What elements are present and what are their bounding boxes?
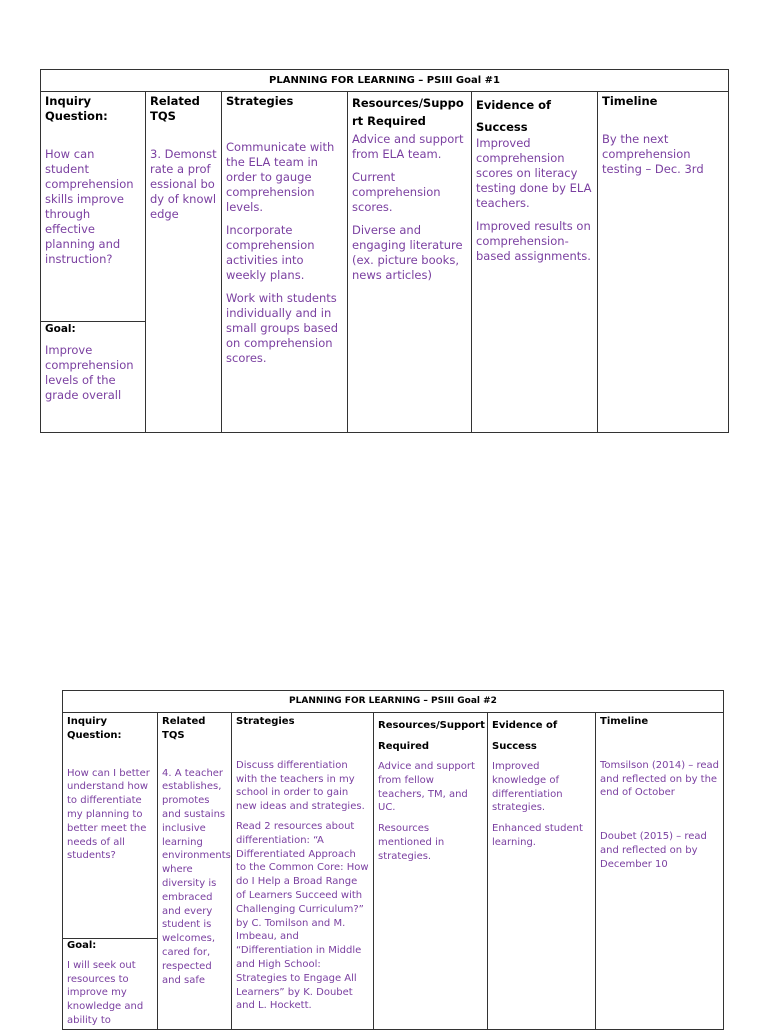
tqs-text: 4. A teacher establishes, promotes and sustains inclusive learning environments where diversity is embraced and every student is welcomes, cared for, respected and safe xyxy=(162,767,231,986)
inquiry-header: Inquiry Question: xyxy=(45,94,108,123)
strategies-column xyxy=(221,92,347,432)
strategies-column xyxy=(231,713,373,1029)
resource-item: Diverse and engaging literature (ex. picture books, news articles) xyxy=(352,223,463,282)
goal-cell xyxy=(41,322,145,403)
evidence-item: Improved results on comprehension-based assignments. xyxy=(476,219,591,263)
timeline-column xyxy=(595,713,723,1029)
strategy-item: Work with students individually and in small groups based on comprehension scores. xyxy=(226,291,339,365)
inquiry-question-text: How can student comprehension skills improve through effective planning and instruction? xyxy=(45,147,134,266)
planning-table-goal-2 xyxy=(62,690,724,1030)
strategy-item: Communicate with the ELA team in order to gauge comprehension levels. xyxy=(226,140,335,214)
evidence-column xyxy=(487,713,595,1029)
timeline-column xyxy=(597,92,728,432)
resource-item: Current comprehension scores. xyxy=(352,170,441,214)
strategy-item: Discuss differentiation with the teachers in my school in order to gain new ideas and strategies. xyxy=(236,759,365,813)
goal-text: I will seek out resources to improve my knowledge and ability to xyxy=(67,959,144,1026)
goal-label: Goal: xyxy=(67,940,97,951)
goal-label: Goal: xyxy=(45,323,76,335)
tqs-text: 3. Demonstrate a professional body of knowledge xyxy=(150,147,217,221)
inquiry-question-text: How can I better understand how to differentiate my planning to better meet the needs of all students? xyxy=(67,767,150,862)
strategy-item: Read 2 resources about differentiation: “A Differentiated Approach to the Common Core: How do I Help a Broad Range of Learners Succeed with Challenging Curriculum?” by C. Tomilson and M. Imbeau, and “Differentiation in Middle and High School: Strategies to Engage All Learners” by K. Doubet and L. Hockett. xyxy=(236,820,369,1012)
timeline-text: By the next comprehension testing – Dec. 3rd xyxy=(602,132,704,176)
inquiry-header: Inquiry Question: xyxy=(67,716,122,741)
goal-cell xyxy=(63,939,157,1028)
tqs-column xyxy=(157,713,231,1029)
resource-item: Advice and support from fellow teachers, TM, and UC. xyxy=(378,761,475,814)
timeline-item: Tomsilson (2014) – read and reflected on by the end of October xyxy=(600,759,720,799)
timeline-header: Timeline xyxy=(600,716,649,727)
planning-table-goal-1 xyxy=(40,69,729,433)
resources-column xyxy=(373,713,487,1029)
table-title: PLANNING FOR LEARNING – PSIII Goal #2 xyxy=(63,691,723,713)
table-title: PLANNING FOR LEARNING – PSIII Goal #1 xyxy=(41,70,728,92)
strategies-header: Strategies xyxy=(236,716,295,727)
tqs-header: Related TQS xyxy=(162,716,206,741)
resource-item: Resources mentioned in strategies. xyxy=(378,823,445,862)
resources-header: Resources/Support Required xyxy=(352,96,464,128)
resources-column xyxy=(347,92,471,432)
evidence-header: Evidence of Success xyxy=(476,98,552,134)
resources-header: Resources/Support Required xyxy=(378,720,485,752)
evidence-header: Evidence of Success xyxy=(492,720,558,752)
strategies-header: Strategies xyxy=(226,94,294,108)
tqs-column xyxy=(145,92,221,432)
tqs-header: Related TQS xyxy=(150,94,200,123)
evidence-item: Improved comprehension scores on literacy testing done by ELA teachers. xyxy=(476,136,592,210)
timeline-header: Timeline xyxy=(602,94,658,108)
strategy-item: Incorporate comprehension activities into weekly plans. xyxy=(226,223,315,282)
resource-item: Advice and support from ELA team. xyxy=(352,132,464,161)
goal-text: Improve comprehension levels of the grade overall xyxy=(45,343,134,402)
evidence-item: Improved knowledge of differentiation strategies. xyxy=(492,761,563,814)
evidence-column xyxy=(471,92,597,432)
timeline-item: Doubet (2015) – read and reflected on by December 10 xyxy=(600,831,707,870)
evidence-item: Enhanced student learning. xyxy=(492,823,583,848)
